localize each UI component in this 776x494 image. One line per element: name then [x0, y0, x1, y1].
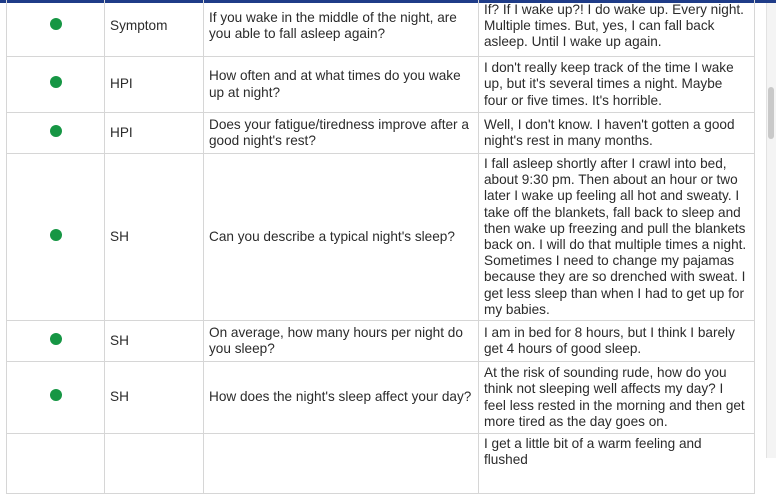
question-cell: Can you describe a typical night's sleep?: [204, 154, 479, 321]
status-cell: [7, 57, 105, 113]
table-row[interactable]: [7, 434, 755, 494]
response-cell: I don't really keep track of the time I wake up, but it's several times a night. Maybe four or five times. It's horrible.: [479, 57, 755, 113]
question-cell: How often and at what times do you wake up at night?: [204, 57, 479, 113]
status-cell: [7, 0, 105, 57]
response-cell: I get a little bit of a warm feeling and flushed: [479, 434, 755, 494]
category-cell: Symptom: [105, 0, 204, 57]
table-row[interactable]: [7, 321, 755, 362]
status-cell: [7, 113, 105, 154]
question-cell: [204, 434, 479, 494]
status-cell: [7, 321, 105, 362]
question-cell: On average, how many hours per night do you sleep?: [204, 321, 479, 362]
green-dot-icon: [50, 125, 62, 137]
table-row[interactable]: [7, 0, 755, 57]
category-cell: [105, 434, 204, 494]
interview-transcript-table: [6, 0, 755, 494]
scrollbar-thumb[interactable]: [768, 87, 774, 139]
green-dot-icon: [50, 389, 62, 401]
status-cell: [7, 434, 105, 494]
vertical-scrollbar[interactable]: [766, 3, 776, 458]
status-cell: [7, 154, 105, 321]
response-cell: Well, I don't know. I haven't gotten a good night's rest in many months.: [479, 113, 755, 154]
category-cell: HPI: [105, 113, 204, 154]
response-cell: At the risk of sounding rude, how do you think not sleeping well affects my day? I feel less rested in the morning and then get more tired as the day goes on.: [479, 362, 755, 434]
question-cell: How does the night's sleep affect your day?: [204, 362, 479, 434]
table-row[interactable]: [7, 113, 755, 154]
category-cell: SH: [105, 362, 204, 434]
question-cell: Does your fatigue/tiredness improve after a good night's rest?: [204, 113, 479, 154]
green-dot-icon: [50, 18, 62, 30]
response-cell: If? If I wake up?! I do wake up. Every night. Multiple times. But, yes, I can fall back asleep. Until I wake up again.: [479, 0, 755, 57]
green-dot-icon: [50, 333, 62, 345]
category-cell: HPI: [105, 57, 204, 113]
table-row[interactable]: [7, 362, 755, 434]
green-dot-icon: [50, 229, 62, 241]
category-cell: SH: [105, 321, 204, 362]
category-cell: SH: [105, 154, 204, 321]
green-dot-icon: [50, 76, 62, 88]
table-row[interactable]: [7, 57, 755, 113]
status-cell: [7, 362, 105, 434]
question-cell: If you wake in the middle of the night, are you able to fall asleep again?: [204, 0, 479, 57]
transcript-viewport: [0, 1, 766, 468]
table-row[interactable]: [7, 154, 755, 321]
response-cell: I fall asleep shortly after I crawl into bed, about 9:30 pm. Then about an hour or two later I wake up feeling all hot and sweaty. I take off the blankets, fall back to sleep and then wake up freezing and pull the blankets back on. I will do that multiple times a night. Sometimes I need to change my pajamas because they are so drenched with sweat. I get less sleep than when I had to get up for my babies.: [479, 154, 755, 321]
response-cell: I am in bed for 8 hours, but I think I barely get 4 hours of good sleep.: [479, 321, 755, 362]
